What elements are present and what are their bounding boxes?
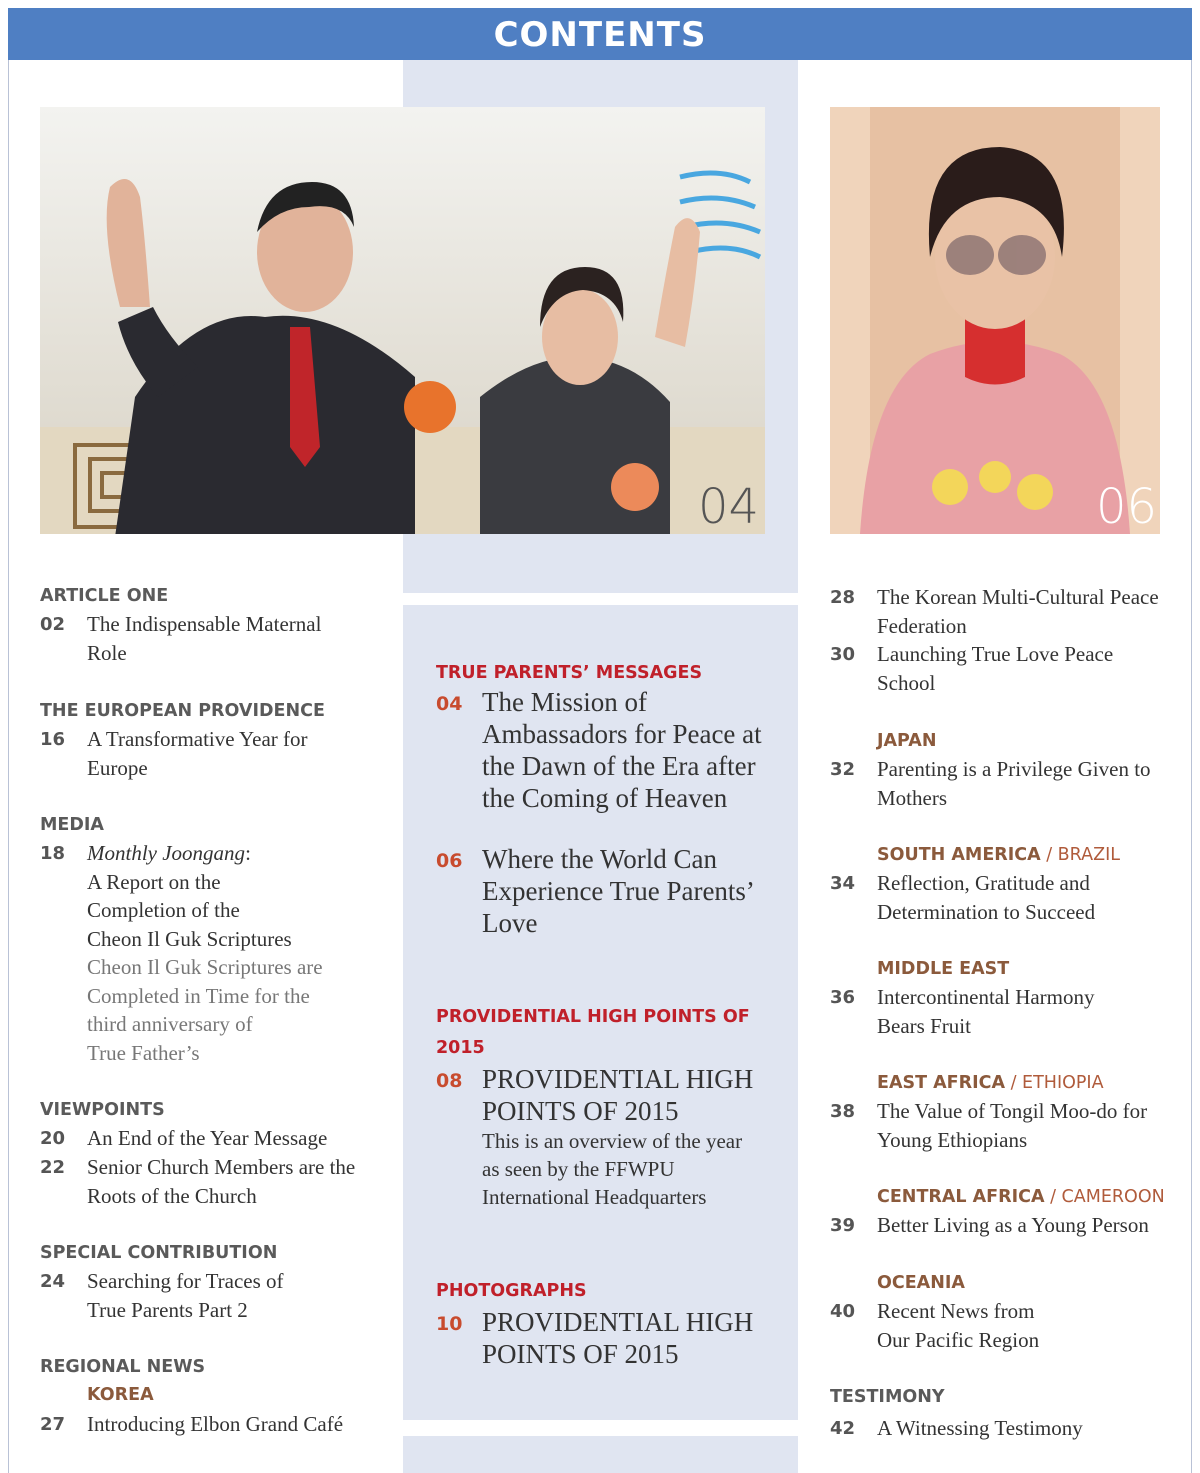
entry-page-number: 16 bbox=[40, 729, 66, 750]
entry-page-number: 36 bbox=[830, 987, 856, 1008]
region-label: OCEANIA bbox=[877, 1273, 965, 1293]
entry-page-number: 30 bbox=[830, 644, 856, 665]
page-title: CONTENTS bbox=[493, 15, 707, 55]
section-providential-high-points: PROVIDENTIAL HIGH POINTS OF 2015 bbox=[436, 1007, 750, 1058]
entry-title[interactable]: Introducing Elbon Grand Café bbox=[87, 1412, 344, 1436]
entry-title[interactable]: The Value of Tongil Moo-do for Young Ethiopians bbox=[877, 1099, 1148, 1152]
entry-subtitle: Cheon Il Guk Scriptures are Completed in Time for the third anniversary of True Father’s bbox=[87, 955, 323, 1065]
entry-page-number: 42 bbox=[830, 1418, 856, 1439]
entry-title[interactable]: A Witnessing Testimony bbox=[877, 1416, 1083, 1440]
page-border-left bbox=[8, 60, 9, 1473]
entry-title[interactable]: The Mission of Ambassadors for Peace at the Dawn of the Era after the Coming of Heaven bbox=[482, 687, 762, 813]
middle-column-band-bottom bbox=[403, 1436, 798, 1473]
entry-page-number: 06 bbox=[436, 850, 463, 872]
entry-page-number: 28 bbox=[830, 587, 856, 608]
entry-page-number: 34 bbox=[830, 873, 856, 894]
entry-title[interactable]: Intercontinental Harmony Bears Fruit bbox=[877, 985, 1095, 1038]
entry-title[interactable]: PROVIDENTIAL HIGH POINTS OF 2015 bbox=[482, 1064, 754, 1126]
region-label: MIDDLE EAST bbox=[877, 959, 1010, 979]
entry-page-number: 02 bbox=[40, 614, 66, 635]
entry-description: This is an overview of the year as seen by the FFWPU International Headquarters bbox=[482, 1129, 743, 1209]
region-label: EAST AFRICA / ETHIOPIA bbox=[877, 1073, 1104, 1093]
couple-waving-illustration bbox=[40, 107, 765, 534]
entry-title[interactable]: Parenting is a Privilege Given to Mothers bbox=[877, 757, 1151, 810]
entry-page-number: 18 bbox=[40, 843, 66, 864]
entry-page-number: 22 bbox=[40, 1157, 66, 1178]
section-special-contribution: SPECIAL CONTRIBUTION bbox=[40, 1243, 278, 1263]
section-european-providence: THE EUROPEAN PROVIDENCE bbox=[40, 701, 325, 721]
entry-title[interactable]: An End of the Year Message bbox=[87, 1126, 328, 1150]
entry-title[interactable]: The Indispensable Maternal Role bbox=[87, 612, 322, 665]
entry-title[interactable]: The Korean Multi-Cultural Peace Federation bbox=[877, 585, 1159, 638]
side-photo[interactable] bbox=[830, 107, 1160, 534]
region-label: KOREA bbox=[87, 1385, 154, 1405]
side-photo-page-number: 06 bbox=[1096, 479, 1158, 534]
woman-portrait-illustration bbox=[830, 107, 1160, 534]
entry-page-number: 38 bbox=[830, 1101, 856, 1122]
entry-title[interactable]: A Transformative Year for Europe bbox=[87, 727, 308, 780]
entry-page-number: 32 bbox=[830, 759, 856, 780]
entry-page-number: 40 bbox=[830, 1301, 856, 1322]
section-media: MEDIA bbox=[40, 815, 104, 835]
entry-title[interactable]: PROVIDENTIAL HIGH POINTS OF 2015 bbox=[482, 1307, 754, 1369]
entry-page-number: 39 bbox=[830, 1215, 856, 1236]
section-viewpoints: VIEWPOINTS bbox=[40, 1100, 165, 1120]
entry-page-number: 10 bbox=[436, 1313, 463, 1335]
entry-page-number: 08 bbox=[436, 1070, 463, 1092]
entry-title[interactable]: Senior Church Members are the Roots of the Church bbox=[87, 1155, 356, 1208]
main-photo[interactable] bbox=[40, 107, 765, 534]
section-photographs: PHOTOGRAPHS bbox=[436, 1281, 587, 1301]
contents-header bbox=[8, 8, 1192, 60]
entry-title[interactable]: Recent News from Our Pacific Region bbox=[877, 1299, 1040, 1352]
section-article-one: ARTICLE ONE bbox=[40, 586, 169, 606]
section-true-parents-messages: TRUE PARENTS’ MESSAGES bbox=[436, 663, 703, 683]
entry-page-number: 24 bbox=[40, 1271, 66, 1292]
entry-title[interactable]: Better Living as a Young Person bbox=[877, 1213, 1149, 1237]
section-testimony: TESTIMONY bbox=[830, 1387, 945, 1407]
entry-title[interactable]: Monthly Joongang: A Report on the Completion of the Cheon Il Guk Scriptures bbox=[87, 841, 292, 951]
region-label: CENTRAL AFRICA / CAMEROON bbox=[877, 1187, 1165, 1207]
region-label: SOUTH AMERICA / BRAZIL bbox=[877, 845, 1121, 865]
entry-title[interactable]: Where the World Can Experience True Parents’ Love bbox=[482, 844, 755, 938]
section-regional-news: REGIONAL NEWS bbox=[40, 1357, 206, 1377]
region-label: JAPAN bbox=[877, 731, 937, 751]
entry-page-number: 04 bbox=[436, 693, 463, 715]
entry-title[interactable]: Reflection, Gratitude and Determination to Succeed bbox=[877, 871, 1096, 924]
entry-page-number: 27 bbox=[40, 1414, 66, 1435]
entry-page-number: 20 bbox=[40, 1128, 66, 1149]
entry-title[interactable]: Searching for Traces of True Parents Part 2 bbox=[87, 1269, 284, 1322]
entry-title[interactable]: Launching True Love Peace School bbox=[877, 642, 1114, 695]
page-border-right bbox=[1191, 60, 1192, 1473]
main-photo-page-number: 04 bbox=[698, 479, 760, 534]
